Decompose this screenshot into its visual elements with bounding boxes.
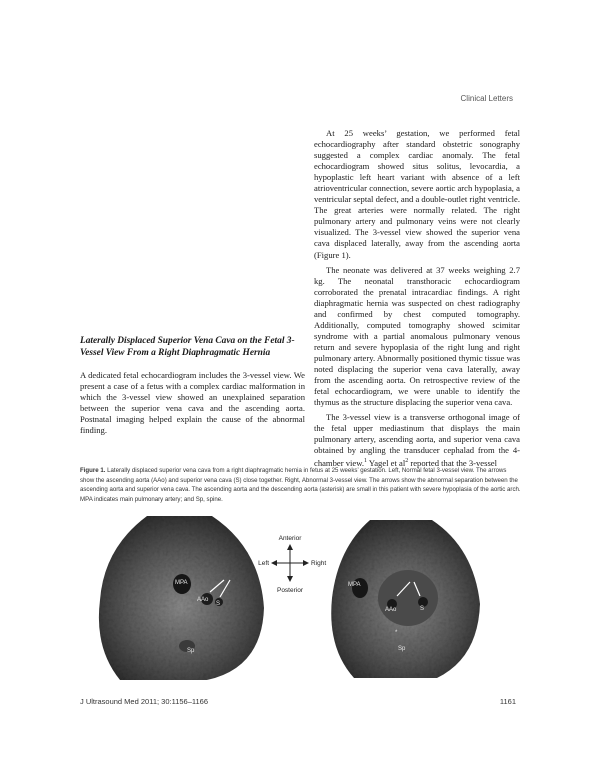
left-ultrasound-image xyxy=(99,516,264,680)
reference-2: 2 xyxy=(405,458,409,465)
figure-caption xyxy=(80,466,521,504)
compass-left: Left xyxy=(258,560,269,567)
left-mpa-label: MPA xyxy=(175,580,188,586)
paragraph-3-text-c: reported that the 3-vessel xyxy=(408,458,498,469)
body-paragraph-2: The neonate was delivered at 37 weeks weighing 2.7 kg. The neonatal transthoracic echocardiogram corroborated the prenatal intracardiac findings. A right diaphragmatic hernia was suspected on chest radiography and confirmed by chest computed tomography. Additionally, computed tomography showed scimitar syndrome with a partial anomalous pulmonary venous return and severe hypoplasia of the right lung and right pulmonary artery. Abnormally positioned thymic tissue was noted displacing the superior vena cava laterally, away from the ascending aorta. On retrospective review of the fetal echocardiogram, we were unable to identify the thymus as the structure displacing the superior vena cava. xyxy=(314,264,520,408)
compass-anterior: Anterior xyxy=(278,535,302,542)
compass-posterior: Posterior xyxy=(276,587,304,594)
journal-citation: J Ultrasound Med 2011; 30:1156–1166 xyxy=(80,697,209,706)
orientation-compass xyxy=(258,535,326,594)
right-aao-label: AAo xyxy=(385,607,397,613)
left-sp-label: Sp xyxy=(187,648,195,654)
figure-caption-text: Laterally displaced superior vena cava from a right diaphragmatic hernia in fetus at 25 weeks’ gestation. Left, Normal fetal 3-vessel view. The arrows show the ascending aorta (AAo) and superior vena cava (S) close together. Right, Abnormal 3-vessel view. The arrows show the abnormal separation between the ascending aorta and superior vena cava. The ascending aorta and the descending aorta (asterisk) are small in this patient with severe hypoplasia of the aortic arch. MPA indicates main pulmonary artery; and Sp, spine. xyxy=(80,467,521,503)
right-mpa-label: MPA xyxy=(348,582,361,588)
compass-right: Right xyxy=(311,560,327,567)
right-asterisk-label: * xyxy=(395,630,398,636)
reference-1: 1 xyxy=(364,458,368,465)
paragraph-3-text: The 3-vessel view is a transverse orthogonal image of the fetal upper mediastinum that displays the main pulmonary artery, ascending aorta, and superior vena cava obtained by angling the transducer cephalad from the 4-chamber view. xyxy=(314,412,520,469)
left-column xyxy=(80,336,305,436)
abstract: A dedicated fetal echocardiogram includes the 3-vessel view. We present a case of a fetus with a complex cardiac malformation in which the 3-vessel view showed an unexplained separation between the superior vena cava and the ascending aorta. Postnatal imaging helped explain the cause of the abnormal finding. xyxy=(80,370,305,436)
left-s-label: S xyxy=(216,601,221,607)
article-title: Laterally Displaced Superior Vena Cava on the Fetal 3-Vessel View From a Right Diaphragmatic Hernia xyxy=(80,336,295,358)
running-header: Clinical Letters xyxy=(460,94,513,103)
figure-label: Figure 1. xyxy=(80,467,106,474)
right-ultrasound-image xyxy=(331,520,480,678)
right-s-label: S xyxy=(420,606,425,612)
left-aao-label: AAo xyxy=(197,597,209,603)
figure-1-ultrasound-images xyxy=(92,508,532,680)
right-sp-label: Sp xyxy=(398,646,406,652)
body-paragraph-3 xyxy=(314,412,520,469)
right-column xyxy=(314,128,520,469)
paragraph-3-text-b: Yagel et al xyxy=(367,458,406,469)
page-number: 1161 xyxy=(499,697,516,706)
body-paragraph-1: At 25 weeks’ gestation, we performed fetal echocardiography after standard obstetric sonography suggested a complex cardiac anomaly. The fetal echocardiogram showed situs solitus, levocardia, a hypoplastic left heart variant with absence of a left atrioventricular connection, severe aortic arch hypoplasia, a ventricular septal defect, and a double-outlet right ventricle. The great arteries were normally related. The right pulmonary artery and pulmonary veins were not clearly visualized. The 3-vessel view showed the superior vena cava displaced laterally, away from the ascending aorta (Figure 1). xyxy=(314,128,520,260)
